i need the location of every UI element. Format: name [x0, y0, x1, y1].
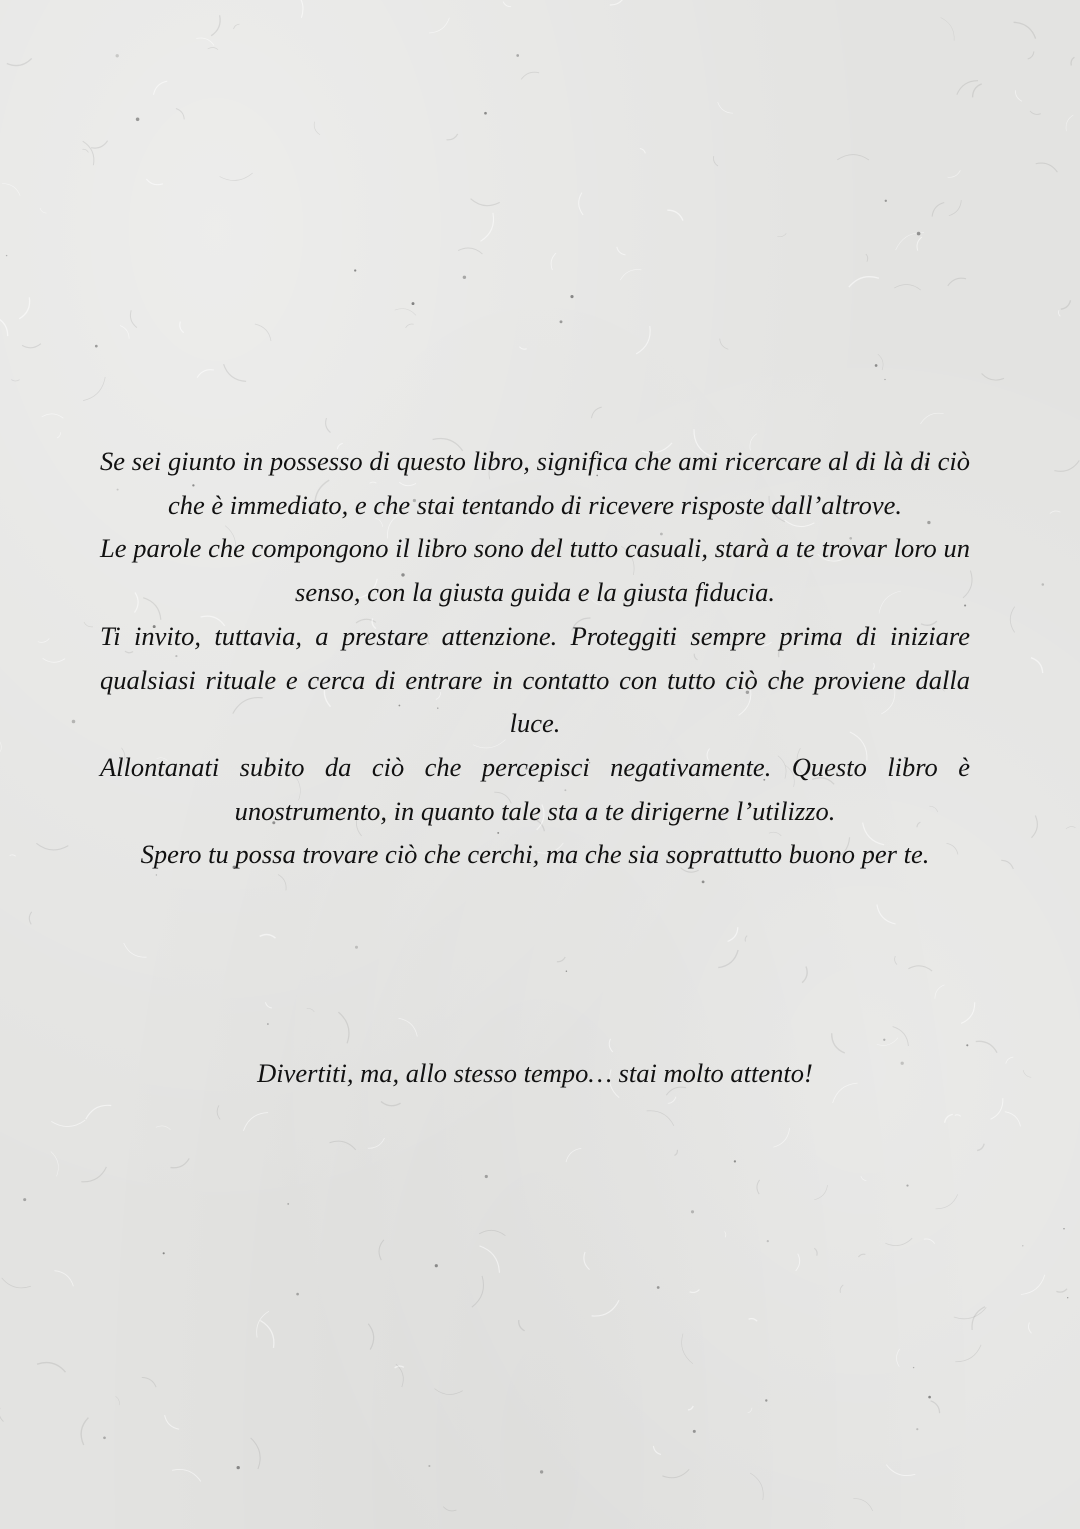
paper-fiber — [521, 72, 539, 79]
paper-fiber — [211, 15, 220, 36]
paper-fiber — [941, 18, 955, 41]
paper-fiber — [82, 149, 88, 152]
paper-fiber — [176, 109, 184, 120]
paper-fiber — [154, 81, 168, 95]
paper-fiber — [1071, 57, 1074, 65]
paper-speck — [906, 1185, 908, 1187]
paper-fiber — [896, 233, 924, 250]
paper-fiber — [718, 102, 733, 113]
paper-fiber — [480, 1246, 500, 1273]
paper-fiber — [832, 1033, 845, 1053]
paper-fiber — [243, 1113, 268, 1131]
paper-speck — [1067, 1297, 1068, 1298]
paper-fiber — [647, 1111, 674, 1126]
paper-speck — [767, 1240, 769, 1242]
paper-fiber — [57, 432, 61, 438]
paper-speck — [428, 1465, 430, 1467]
paper-fiber — [260, 935, 276, 939]
paper-speck — [702, 881, 705, 884]
paper-fiber — [894, 285, 921, 291]
paper-fiber — [435, 1389, 463, 1395]
paper-fiber — [1014, 22, 1036, 38]
paper-speck — [1063, 1228, 1064, 1229]
paper-fiber — [1054, 460, 1079, 471]
paper-speck — [657, 1286, 660, 1289]
paper-fiber — [165, 1415, 180, 1429]
paper-fiber — [718, 950, 738, 968]
paper-fiber — [690, 1290, 700, 1293]
paper-speck — [734, 1160, 736, 1162]
paper-fiber — [584, 1252, 590, 1270]
paper-fiber — [395, 309, 416, 316]
paper-fiber — [566, 1148, 581, 1162]
paper-fiber — [146, 179, 163, 185]
paper-fiber — [802, 967, 807, 983]
paper-fiber — [1056, 1289, 1067, 1292]
paper-fiber — [479, 1230, 505, 1235]
paper-fiber — [636, 326, 650, 354]
paper-fiber — [837, 155, 869, 160]
paper-fiber — [896, 1349, 899, 1367]
paper-fiber — [220, 173, 253, 181]
paper-fiber — [116, 1396, 120, 1405]
paper-fiber — [142, 1378, 156, 1388]
paper-fiber — [84, 622, 93, 627]
paper-fiber — [1050, 511, 1061, 513]
paper-fiber — [40, 208, 46, 213]
paper-fiber — [949, 200, 961, 216]
paper-fiber — [924, 1239, 935, 1244]
paper-fiber — [265, 1002, 272, 1008]
paper-fiber — [948, 278, 966, 286]
paper-fiber — [368, 1138, 385, 1148]
paper-fiber — [551, 253, 556, 270]
paper-speck — [884, 379, 885, 380]
paper-fiber — [503, 2, 511, 7]
paper-fiber — [481, 213, 494, 242]
paper-fiber — [443, 1507, 456, 1511]
paper-fiber — [314, 122, 320, 135]
paper-fiber — [83, 141, 94, 165]
paper-speck — [354, 269, 356, 271]
paper-fiber — [945, 1114, 953, 1122]
paper-fiber — [1036, 163, 1058, 172]
paper-fiber — [91, 141, 108, 148]
paper-fiber — [326, 418, 331, 433]
paper-fiber — [260, 1321, 274, 1348]
paper-fiber — [955, 1345, 981, 1362]
paper-speck — [463, 276, 466, 279]
paper-fiber — [861, 1176, 866, 1180]
paper-fiber — [720, 339, 729, 350]
paper-fiber — [749, 1319, 758, 1322]
paper-fiber — [991, 1098, 1003, 1119]
paper-fiber — [917, 237, 922, 251]
paper-fiber — [796, 1254, 800, 1271]
paper-fiber — [81, 1418, 88, 1445]
paper-fiber — [620, 270, 641, 281]
paper-fiber — [307, 1009, 315, 1012]
paper-fiber — [338, 1012, 349, 1043]
paper-fiber — [379, 1240, 384, 1260]
paper-fiber — [217, 1105, 220, 1119]
paper-fiber — [745, 936, 747, 942]
paper-fiber — [86, 1105, 112, 1119]
paper-fiber — [36, 843, 68, 850]
paper-fiber — [447, 134, 458, 140]
paper-speck — [485, 1175, 488, 1178]
paper-speck — [296, 1293, 299, 1296]
paper-fiber — [592, 407, 602, 418]
paper-fiber — [22, 344, 41, 348]
paper-fiber — [2, 1278, 31, 1288]
paper-fiber — [773, 1128, 789, 1147]
paper-fiber — [972, 1307, 985, 1330]
paper-fiber — [0, 317, 8, 336]
paper-fiber — [1032, 816, 1038, 838]
paper-fiber — [1010, 607, 1014, 633]
paper-fiber — [1015, 90, 1022, 101]
paper-fiber — [814, 1248, 817, 1256]
paper-speck — [355, 946, 358, 949]
paper-fiber — [955, 1115, 961, 1117]
paper-fiber — [662, 1469, 689, 1477]
paper-speck — [267, 1023, 269, 1025]
paper-fiber — [866, 254, 868, 262]
paper-speck — [516, 54, 519, 57]
paper-fiber — [1023, 1070, 1031, 1077]
paper-fiber — [172, 1469, 201, 1481]
paper-fiber — [81, 1167, 106, 1182]
paper-fiber — [849, 277, 879, 288]
paper-fiber — [472, 1276, 484, 1307]
paper-fiber — [406, 324, 414, 328]
paper-fiber — [124, 943, 147, 957]
paper-fiber — [610, 0, 625, 5]
paper-fiber — [180, 322, 184, 333]
paper-fiber — [51, 1152, 59, 1177]
paper-fiber — [257, 1311, 269, 1337]
paper-fiber — [877, 905, 896, 925]
paper-fiber — [19, 297, 29, 319]
paper-speck — [95, 345, 98, 348]
paper-fiber — [234, 24, 240, 29]
paper-fiber — [977, 1144, 984, 1151]
paper-fiber — [330, 1141, 356, 1150]
paper-speck — [693, 1430, 696, 1433]
paper-fiber — [38, 639, 50, 643]
paper-speck — [1022, 1245, 1023, 1246]
paper-fiber — [1061, 300, 1071, 309]
paper-fiber — [1066, 827, 1076, 829]
paper-speck — [435, 1264, 438, 1267]
paper-fiber — [617, 247, 626, 255]
paper-speck — [1042, 583, 1045, 586]
paper-fiber — [579, 193, 583, 215]
paper-fiber — [83, 377, 105, 401]
paper-speck — [917, 232, 921, 236]
paragraph-2: Le parole che compongono il libro sono del tutto casuali, starà a te trovar loro un senso, con la giusta guida e la giusta fiducia. — [100, 533, 970, 608]
paper-speck — [412, 302, 415, 305]
paper-fiber — [429, 18, 449, 33]
paper-fiber — [458, 248, 482, 254]
paper-fiber — [895, 956, 897, 965]
paper-fiber — [381, 1102, 401, 1106]
paper-fiber — [10, 855, 16, 856]
paper-fiber — [171, 1158, 190, 1167]
paper-fiber — [471, 199, 500, 206]
paper-fiber — [1031, 658, 1043, 673]
paper-speck — [928, 1396, 931, 1399]
paper-fiber — [1006, 1057, 1014, 1064]
paper-speck — [163, 1252, 165, 1254]
paper-fiber — [640, 149, 646, 154]
paper-speck — [484, 112, 487, 115]
paper-fiber — [7, 58, 32, 65]
paper-fiber — [858, 1254, 865, 1257]
paper-fiber — [667, 210, 683, 220]
paper-fiber — [713, 156, 718, 166]
paper-fiber — [840, 1285, 843, 1293]
paper-fiber — [29, 912, 31, 925]
paper-fiber — [886, 1465, 915, 1476]
paper-fiber — [682, 1334, 693, 1364]
paper-fiber — [224, 364, 247, 381]
paper-fiber — [653, 1446, 661, 1455]
paper-fiber — [853, 1498, 872, 1511]
paper-fiber — [675, 1150, 678, 1156]
paper-fiber — [976, 1041, 997, 1052]
paper-fiber — [197, 370, 214, 378]
paper-fiber — [519, 1320, 525, 1331]
paper-speck — [966, 1044, 968, 1046]
paper-speck — [6, 255, 7, 256]
paper-fiber — [396, 1364, 403, 1387]
paper-fiber — [893, 1027, 909, 1046]
paper-speck — [136, 118, 140, 122]
paper-fiber — [885, 1238, 912, 1245]
paper-speck — [875, 364, 878, 367]
paper-fiber — [54, 1271, 73, 1287]
paper-fiber — [519, 347, 526, 350]
paper-speck — [883, 1039, 885, 1041]
paper-speck — [885, 200, 887, 202]
paper-fiber — [1001, 860, 1013, 869]
paper-fiber — [908, 966, 932, 971]
paper-fiber — [921, 413, 944, 424]
paper-speck — [23, 1198, 26, 1201]
paper-fiber — [120, 326, 129, 339]
paper-fiber — [1021, 1275, 1045, 1295]
paper-fiber — [0, 739, 1, 752]
paper-fiber — [877, 1038, 898, 1046]
paper-fiber — [748, 1408, 752, 1413]
paper-fiber — [668, 1097, 676, 1104]
paper-fiber — [931, 1401, 940, 1413]
paper-speck — [103, 1436, 106, 1439]
paper-speck — [560, 320, 563, 323]
paper-speck — [765, 1399, 767, 1401]
paper-fiber — [878, 354, 883, 370]
paper-fiber — [932, 203, 944, 217]
paper-speck — [237, 1466, 240, 1469]
paper-fiber — [208, 48, 218, 50]
paper-fiber — [936, 1194, 958, 1208]
paper-fiber — [1066, 115, 1073, 131]
paper-fiber — [948, 170, 961, 177]
paper-fiber — [130, 310, 136, 327]
paper-fiber — [1028, 1323, 1031, 1334]
paper-fiber — [777, 233, 786, 236]
paper-fiber — [757, 1180, 760, 1194]
paper-fiber — [1005, 1112, 1021, 1127]
paper-fiber — [399, 1018, 418, 1036]
paper-fiber — [42, 414, 64, 418]
paper-speck — [570, 295, 573, 298]
paper-fiber — [688, 1406, 693, 1410]
paper-fiber — [2, 184, 20, 196]
paper-fiber — [0, 1408, 4, 1422]
paper-fiber — [557, 957, 565, 962]
paper-fiber — [957, 81, 978, 95]
paper-fiber — [973, 84, 982, 98]
paper-fiber — [750, 1473, 763, 1500]
paper-fiber — [196, 38, 214, 46]
intro-text-block — [100, 440, 970, 877]
paper-fiber — [935, 985, 945, 999]
paragraph-3: Ti invito, tuttavia, a prestare attenzione. Proteggiti sempre prima di iniziare qualsiasi rituale e cerca di entrare in contatto con tutto ciò che proviene dalla luce. — [100, 620, 970, 739]
paper-speck — [916, 1428, 918, 1430]
paper-fiber — [961, 1002, 975, 1023]
paper-speck — [913, 1367, 914, 1368]
paper-fiber — [728, 927, 738, 941]
paper-fiber — [51, 1120, 85, 1126]
paper-fiber — [37, 1363, 65, 1373]
paragraph-1: Se sei giunto in possesso di questo libro, significa che ami ricercare al di là di ciò che è immediato, e che stai tentando di ricevere risposte dall’altrove. — [100, 446, 970, 520]
paper-fiber — [43, 658, 66, 662]
paragraph-4: Allontanati subito da ciò che percepisci negativamente. Questo libro è unostrumento, in quanto tale sta a te dirigerne l’utilizzo. — [100, 751, 970, 826]
paper-fiber — [1059, 310, 1061, 316]
paper-speck — [116, 54, 119, 57]
paper-fiber — [982, 374, 1004, 381]
paper-fiber — [294, 0, 303, 18]
paper-speck — [540, 1470, 543, 1473]
paper-speck — [566, 970, 567, 971]
paper-fiber — [251, 1438, 261, 1469]
paper-fiber — [814, 1185, 827, 1200]
paper-speck — [691, 1210, 694, 1213]
paper-fiber — [609, 1039, 613, 1052]
paper-fiber — [368, 1324, 373, 1350]
paper-fiber — [156, 1126, 171, 1130]
closing-line: Divertiti, ma, allo stesso tempo… stai molto attento! — [257, 1058, 813, 1088]
paper-fiber — [255, 324, 271, 341]
paper-speck — [287, 1203, 289, 1205]
paper-fiber — [1030, 111, 1041, 114]
paper-fiber — [592, 1300, 619, 1316]
paper-fiber — [1028, 51, 1034, 59]
paper-speck — [72, 720, 76, 724]
paper-fiber — [725, 1231, 726, 1237]
paragraph-5: Spero tu possa trovare ciò che cerchi, ma che sia soprattutto buono per te. — [140, 839, 930, 870]
paper-fiber — [11, 380, 19, 381]
